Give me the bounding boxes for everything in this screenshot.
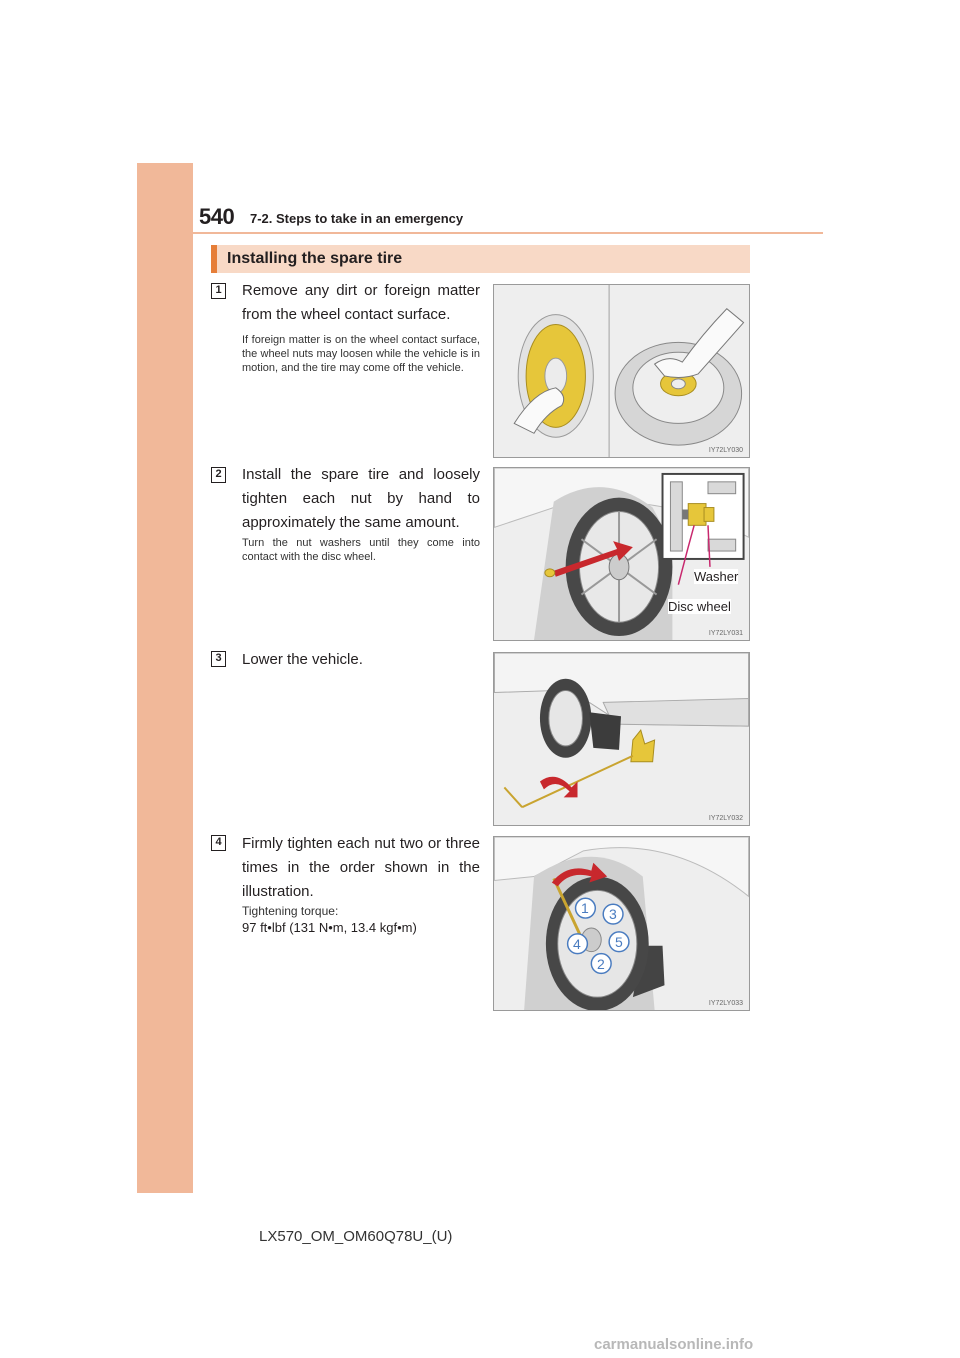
step-1-number: 1: [211, 283, 226, 299]
image-code: IY72LY033: [708, 1000, 743, 1007]
step-3-number: 3: [211, 651, 226, 667]
illustration-lower-vehicle: [493, 652, 750, 826]
section-title: [211, 245, 750, 273]
callout-disc-wheel: Disc wheel: [668, 599, 731, 614]
section-title-text: Installing the spare tire: [227, 250, 403, 267]
step-4-text: Firmly tighten each nut two or three times in the order shown in the illustration.: [242, 835, 480, 900]
nut-order-3: 3: [609, 906, 617, 922]
watermark: carmanualsonline.info: [594, 1336, 754, 1353]
step-2-number: 2: [211, 467, 226, 483]
callout-washer: Washer: [694, 569, 739, 584]
page-number: 540: [199, 204, 235, 229]
illustration-tighten-nuts: [493, 836, 750, 1011]
nut-order-1: 1: [581, 900, 589, 916]
image-code: IY72LY031: [708, 630, 743, 637]
header-rule: [193, 232, 823, 234]
step-3-text: Lower the vehicle.: [242, 651, 363, 668]
torque-value: 97 ft•lbf (131 N•m, 13.4 kgf•m): [242, 920, 417, 935]
illustration-install-spare-tire: [493, 467, 750, 641]
document-id: LX570_OM_OM60Q78U_(U): [259, 1228, 453, 1245]
nut-order-5: 5: [615, 934, 623, 950]
nut-order-4: 4: [573, 936, 581, 952]
step-1-note: If foreign matter is on the wheel contact surface, the wheel nuts may loosen while the vehicle is in motion, and the tire may come off the vehicle.: [242, 334, 480, 374]
torque-label: Tightening torque:: [242, 904, 339, 918]
step-1-text: Remove any dirt or foreign matter from the wheel contact surface.: [242, 282, 480, 323]
image-code: IY72LY032: [708, 815, 743, 822]
step-2-note: Turn the nut washers until they come into contact with the disc wheel.: [242, 537, 480, 563]
nut-order-2: 2: [597, 956, 605, 972]
chapter-sidebar: [137, 163, 193, 1193]
image-code: IY72LY030: [708, 447, 743, 454]
step-4-number: 4: [211, 835, 226, 851]
chapter-title: 7-2. Steps to take in an emergency: [250, 211, 464, 226]
illustration-clean-contact-surface: [493, 284, 750, 458]
step-2-text: Install the spare tire and loosely tighten each nut by hand to approximately the same amount.: [242, 466, 480, 531]
